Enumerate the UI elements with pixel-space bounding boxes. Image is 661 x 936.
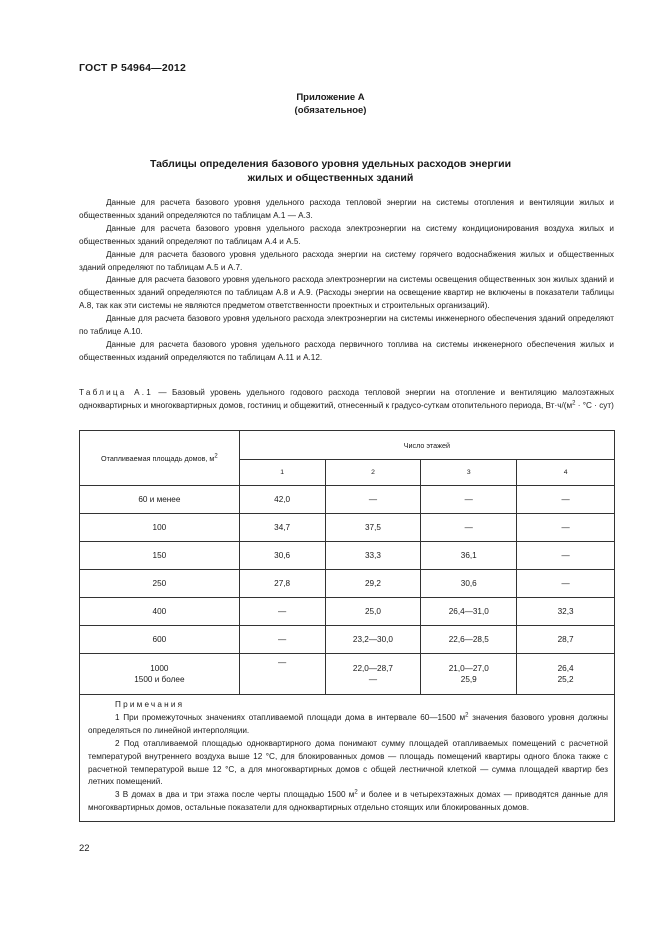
value: 25,2 (557, 675, 574, 684)
value-cell: 29,2 (325, 570, 421, 598)
floor-number-header: 3 (421, 460, 517, 486)
value: 26,4 (557, 664, 574, 673)
note-text: и более и в четырехэтажных домах — приводятся данные для многоквартирных домов, остальные показатели для одноквартирных отдельно стоящих или блокированных домов. (88, 790, 608, 813)
paragraph: Данные для расчета базового уровня удельного расхода тепловой энергии на системы отопления и вентиляции жилых и общественных зданий определяются по таблицам А.1 — А.3. (79, 198, 614, 220)
value-cell: 25,0 (325, 598, 421, 626)
value-cell: — (239, 654, 325, 695)
appendix-subtitle: (обязательное) (294, 104, 367, 116)
area-cell (80, 654, 240, 695)
table-row (80, 654, 615, 695)
value-cell: 36,1 (421, 542, 517, 570)
table-caption (79, 387, 614, 413)
appendix-heading (0, 92, 661, 117)
superscript: 2 (214, 453, 218, 460)
area-value: 1500 и более (134, 675, 185, 684)
value-cell: 27,8 (239, 570, 325, 598)
superscript: 2 (354, 789, 358, 796)
floor-number-header: 2 (325, 460, 421, 486)
table-caption-label: Таблица А.1 (79, 388, 153, 397)
area-cell: 60 и менее (80, 486, 240, 514)
value: — (368, 675, 378, 684)
value-cell: 22,6—28,5 (421, 626, 517, 654)
document-code: ГОСТ Р 54964—2012 (79, 62, 187, 74)
value: 22,0—28,7 (352, 664, 393, 673)
value-cell: 23,2—30,0 (325, 626, 421, 654)
paragraph: Данные для расчета базового уровня удельного расхода электроэнергии на систему кондиционирования воздуха жилых и общественных зданий определяют по таблицам А.4 и А.5. (79, 223, 614, 246)
value-cell: — (517, 514, 615, 542)
paragraph: Данные для расчета базового уровня удельного расхода электроэнергии на системы освещения общественных зон жилых зданий и общественных зданий определяются по таблицам А.8 и А.9. (Расходы энергии на освещение квартир не включены в показатели таблицы А.8, так как эти системы не являются предметом ответственности проектных и строительных организаций). (79, 275, 614, 311)
value-cell: — (421, 486, 517, 514)
paragraph: Данные для расчета базового уровня удельного расхода первичного топлива на системы инженерного обеспечения жилых и общественных изданий определяются по таблицам А.11 и А.12. (79, 339, 614, 362)
area-value: 1000 (150, 664, 169, 673)
value-cell: — (239, 626, 325, 654)
table-caption-units: · °С · сут) (575, 400, 614, 410)
table-row (80, 514, 615, 542)
floors-column-header: Число этажей (239, 431, 614, 460)
notes-title: Примечания (115, 700, 185, 709)
value-cell (517, 654, 615, 695)
table-notes (80, 695, 615, 822)
value-cell: 32,3 (517, 598, 615, 626)
superscript: 2 (572, 400, 576, 407)
section-title-line-2: жилых и общественных зданий (247, 172, 414, 184)
value: 25,9 (460, 675, 477, 684)
area-cell: 400 (80, 598, 240, 626)
note (88, 712, 608, 738)
table-caption-text: — Базовый уровень удельного годового расхода тепловой энергии на отопление и вентиляцию малоэтажных одноквартирных и многоквартирных домов, гостиниц и общежитий, отнесенный к градусо-суткам отопительного периода, Вт·ч/(м (79, 388, 614, 410)
note: 2 Под отапливаемой площадью одноквартирного дома понимают сумму площадей отапливаемых помещений с расчетной температурой внутреннего воздуха выше 12 °С, для блокированных домов — площадь помещений квартиры одного блока также с расчетной температурой выше 12 °С, а для многоквартирных домов с общей лестничной клеткой — сумма площадей квартир без летних помещений. (88, 738, 608, 787)
section-title-line-1: Таблицы определения базового уровня удельных расходов энергии (149, 158, 512, 170)
value-cell (325, 654, 421, 695)
value-cell: 33,3 (325, 542, 421, 570)
value-cell: 34,7 (239, 514, 325, 542)
floor-number-header: 1 (239, 460, 325, 486)
table-row (80, 542, 615, 570)
table-row (80, 598, 615, 626)
paragraph: Данные для расчета базового уровня удельного расхода электроэнергии на системы инженерного обеспечения зданий определяют по таблице А.10. (79, 314, 614, 337)
value-cell: 30,6 (421, 570, 517, 598)
area-column-header (80, 431, 240, 486)
value-cell: — (239, 598, 325, 626)
area-cell: 600 (80, 626, 240, 654)
heat-energy-table (79, 430, 615, 822)
note-text: 3 В домах в два и три этажа после черты площадью 1500 м (115, 790, 355, 800)
value-cell: — (517, 570, 615, 598)
floor-number-header: 4 (517, 460, 615, 486)
page-number: 22 (79, 843, 90, 854)
table-row (80, 486, 615, 514)
superscript: 2 (465, 712, 469, 719)
value-cell: — (517, 542, 615, 570)
value-cell: — (517, 486, 615, 514)
table-row (80, 626, 615, 654)
value-cell: 37,5 (325, 514, 421, 542)
appendix-title: Приложение А (296, 92, 365, 103)
value-cell: — (421, 514, 517, 542)
value-cell: 26,4—31,0 (421, 598, 517, 626)
note-text: 1 При промежуточных значениях отапливаемой площади дома в интервале 60—1500 м (115, 712, 466, 722)
note (88, 789, 608, 815)
value-cell: 28,7 (517, 626, 615, 654)
area-cell: 250 (80, 570, 240, 598)
intro-paragraphs (79, 197, 614, 365)
note-text: значения базового уровня должны определяться по линейной интерполяции. (88, 712, 609, 735)
area-cell: 150 (80, 542, 240, 570)
value-cell: 30,6 (239, 542, 325, 570)
value-cell: — (325, 486, 421, 514)
value-cell (421, 654, 517, 695)
paragraph: Данные для расчета базового уровня удельного расхода энергии на систему горячего водоснабжения жилых и общественных зданий определяют по таблицам А.5 и А.7. (79, 249, 614, 272)
table-row (80, 570, 615, 598)
value-cell: 42,0 (239, 486, 325, 514)
section-title (0, 157, 661, 185)
area-cell: 100 (80, 514, 240, 542)
value: 21,0—27,0 (448, 664, 489, 673)
area-header-text: Отапливаемая площадь домов, м (101, 453, 215, 463)
